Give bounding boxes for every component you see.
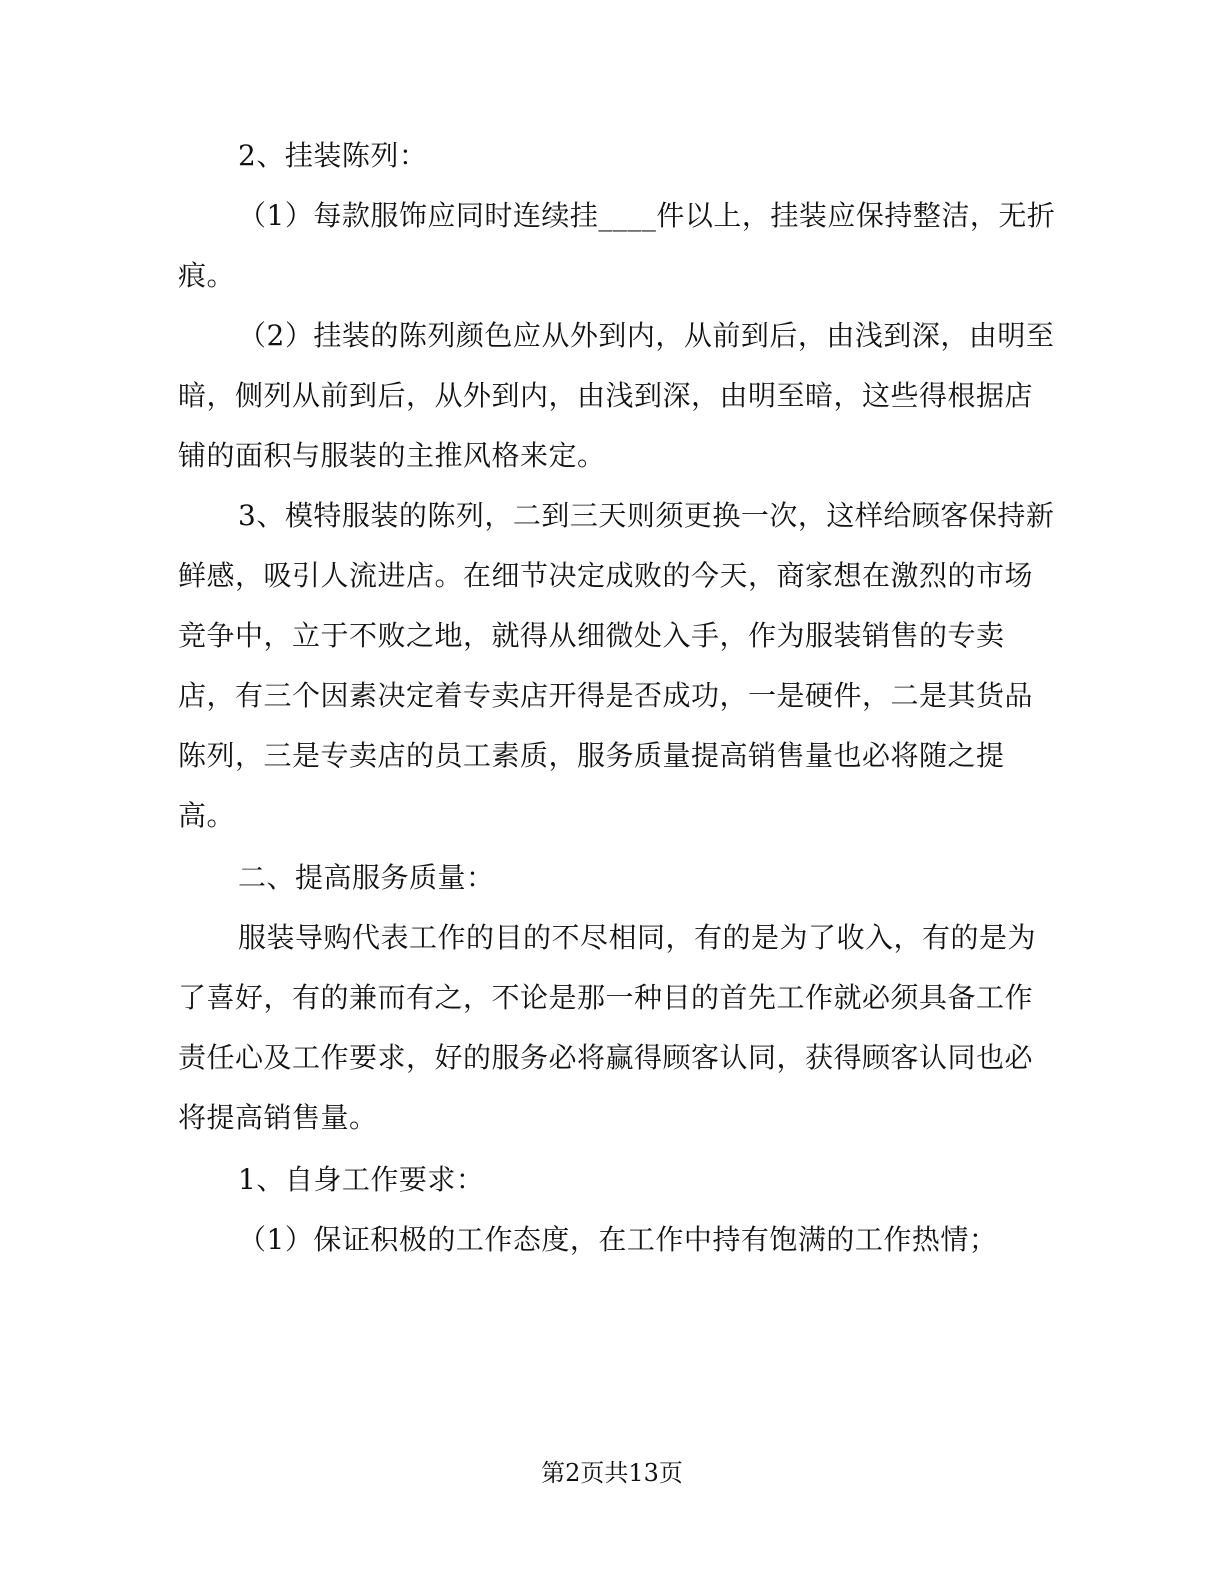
paragraph-line: 鲜感，吸引人流进店。在细节决定成败的今天，商家想在激烈的市场 — [178, 559, 1034, 592]
paragraph-line: 了喜好，有的兼而有之，不论是那一种目的首先工作就必须具备工作 — [178, 981, 1034, 1014]
paragraph-line: 陈列，三是专卖店的员工素质，服务质量提高销售量也必将随之提 — [178, 739, 1005, 772]
subheading-self-requirements: 1、自身工作要求： — [238, 1163, 485, 1196]
paragraph-line: 将提高销售量。 — [178, 1101, 378, 1134]
paragraph-line: 责任心及工作要求，好的服务必将赢得顾客认同，获得顾客认同也必 — [178, 1041, 1034, 1074]
paragraph-line: 竞争中，立于不败之地，就得从细微处入手，作为服装销售的专卖 — [178, 619, 1005, 652]
paragraph-line: 痕。 — [178, 259, 236, 292]
paragraph-line: 高。 — [178, 799, 236, 832]
section-heading: 二、提高服务质量： — [238, 861, 495, 894]
heading-hanging-display: 2、挂装陈列： — [238, 139, 428, 172]
paragraph-line: （1）保证积极的工作态度，在工作中持有饱满的工作热情； — [238, 1223, 998, 1256]
page-number-footer: 第2页共13页 — [541, 1459, 683, 1487]
paragraph-line: 3、模特服装的陈列，二到三天则须更换一次，这样给顾客保持新 — [238, 499, 1055, 532]
paragraph-line: （2）挂装的陈列颜色应从外到内，从前到后，由浅到深，由明至 — [238, 319, 1055, 352]
paragraph-line: 铺的面积与服装的主推风格来定。 — [178, 439, 606, 472]
paragraph-line: 暗，侧列从前到后，从外到内，由浅到深，由明至暗，这些得根据店 — [178, 379, 1034, 412]
paragraph-line: 店，有三个因素决定着专卖店开得是否成功，一是硬件，二是其货品 — [178, 679, 1034, 712]
paragraph-line: （1）每款服饰应同时连续挂____件以上，挂装应保持整洁，无折 — [238, 199, 1056, 232]
paragraph-line: 服装导购代表工作的目的不尽相同，有的是为了收入，有的是为 — [238, 921, 1037, 954]
